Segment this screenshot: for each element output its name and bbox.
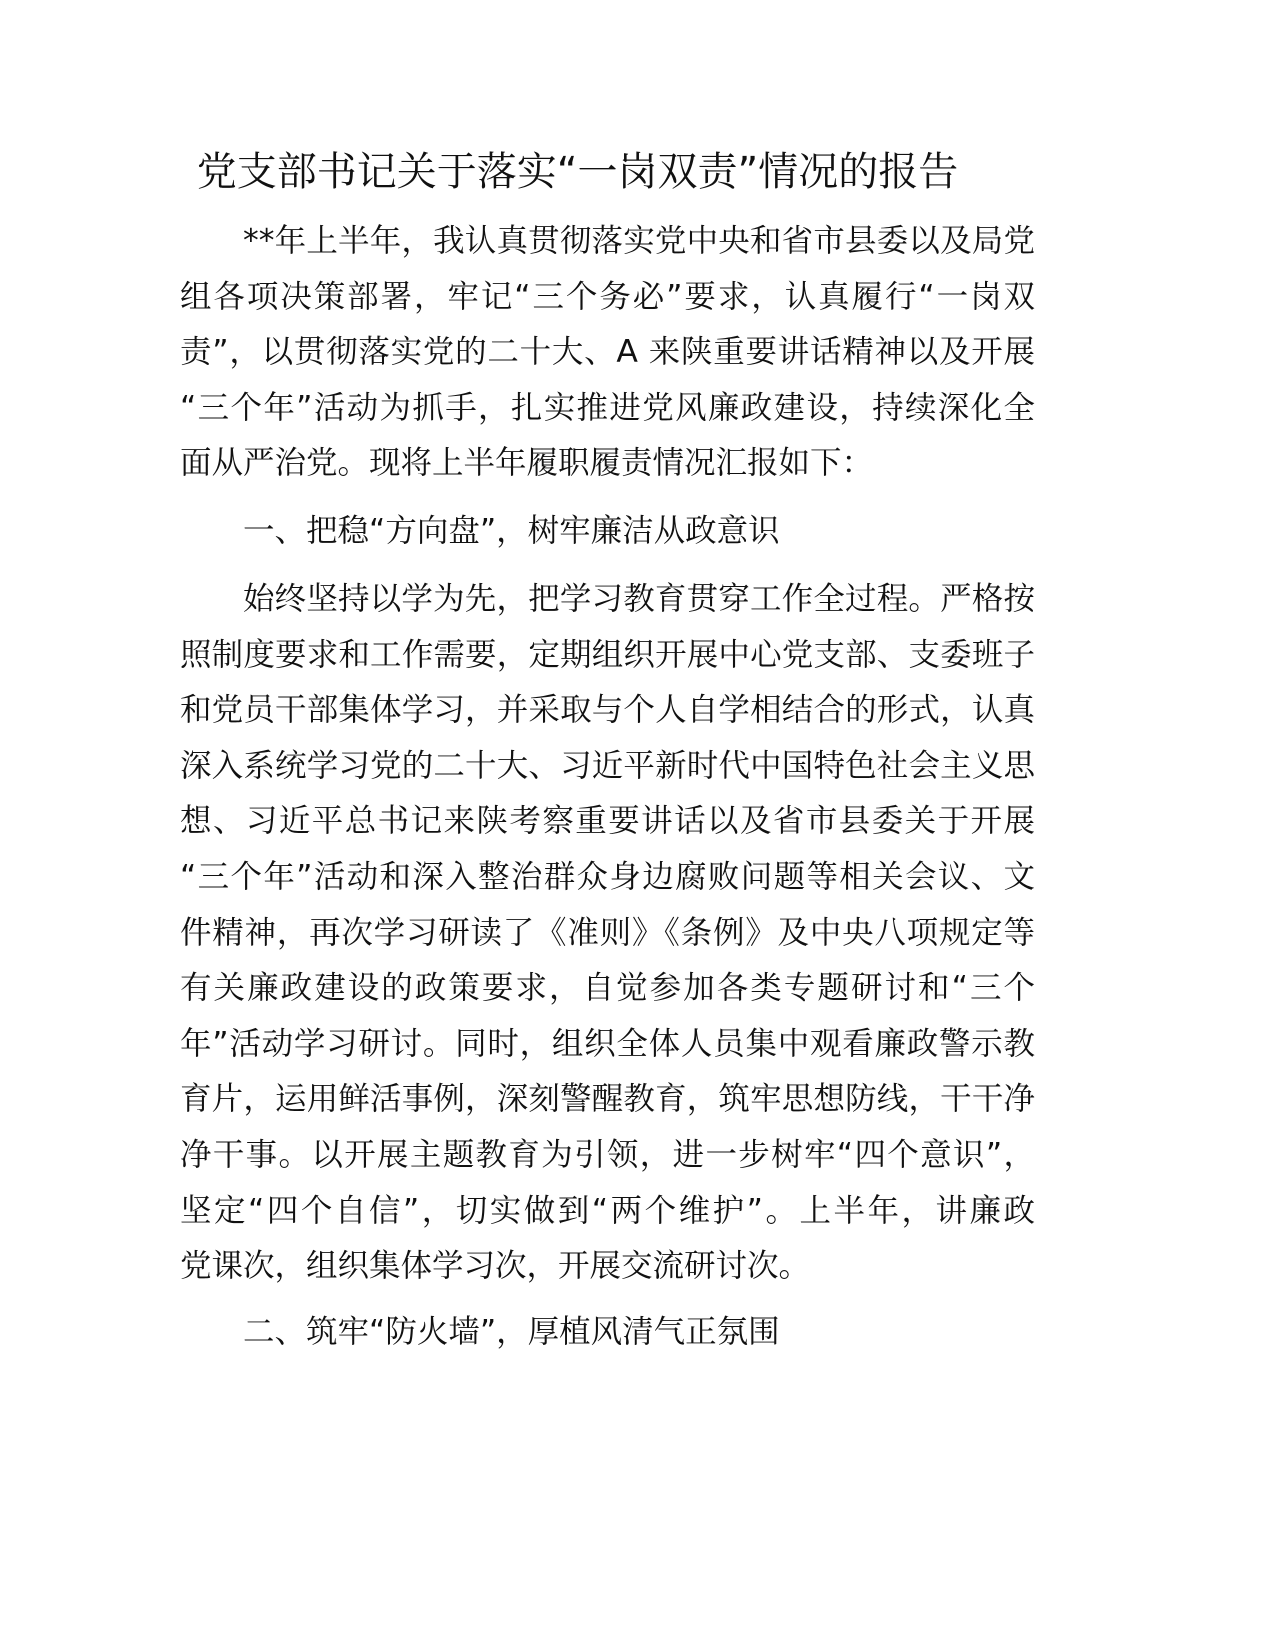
text-line: “三个年”活动和深入整治群众身边腐败问题等相关会议、文: [180, 858, 1035, 895]
text-line: 责”，以贯彻落实党的二十大、A 来陕重要讲话精神以及开展: [180, 334, 1035, 371]
text-line: 坚定“四个自信”，切实做到“两个维护”。上半年，讲廉政: [180, 1192, 1035, 1229]
text-line: 照制度要求和工作需要，定期组织开展中心党支部、支委班子: [180, 636, 1035, 673]
text-line: 深入系统学习党的二十大、习近平新时代中国特色社会主义思: [180, 747, 1035, 784]
text-line: 党课次，组织集体学习次，开展交流研讨次。: [180, 1248, 811, 1285]
text-line: 组各项决策部署，牢记“三个务必”要求，认真履行“一岗双: [180, 278, 1035, 315]
section-1-paragraph: [180, 572, 1035, 1295]
text-line: 面从严治党。现将上半年履职履责情况汇报如下：: [180, 445, 874, 482]
text-line: 件精神，再次学习研读了《准则》《条例》及中央八项规定等: [180, 914, 1035, 951]
text-line: 始终坚持以学为先，把学习教育贯穿工作全过程。严格按: [243, 581, 1035, 617]
text-line: 有关廉政建设的政策要求，自觉参加各类专题研讨和“三个: [180, 970, 1035, 1007]
heading-text: 二、筑牢“防火墙”，厚植风清气正氛围: [243, 1314, 780, 1350]
intro-paragraph: [180, 214, 1035, 492]
text-line: **年上半年，我认真贯彻落实党中央和省市县委以及局党: [243, 223, 1035, 259]
section-heading-2: [180, 1305, 1035, 1361]
text-line: 育片，运用鲜活事例，深刻警醒教育，筑牢思想防线，干干净: [180, 1081, 1035, 1118]
heading-text: 一、把稳“方向盘”，树牢廉洁从政意识: [243, 513, 780, 549]
text-line: 净干事。以开展主题教育为引领，进一步树牢“四个意识”，: [180, 1136, 1035, 1173]
text-line: 年”活动学习研讨。同时，组织全体人员集中观看廉政警示教: [180, 1025, 1035, 1062]
text-line: 想、习近平总书记来陕考察重要讲话以及省市县委关于开展: [180, 803, 1035, 840]
text-line: “三个年”活动为抓手，扎实推进党风廉政建设，持续深化全: [180, 389, 1035, 426]
section-heading-1: [180, 504, 1035, 560]
text-line: 和党员干部集体学习，并采取与个人自学相结合的形式，认真: [180, 692, 1035, 729]
document-title: 党支部书记关于落实“一岗双责”情况的报告: [196, 149, 959, 195]
